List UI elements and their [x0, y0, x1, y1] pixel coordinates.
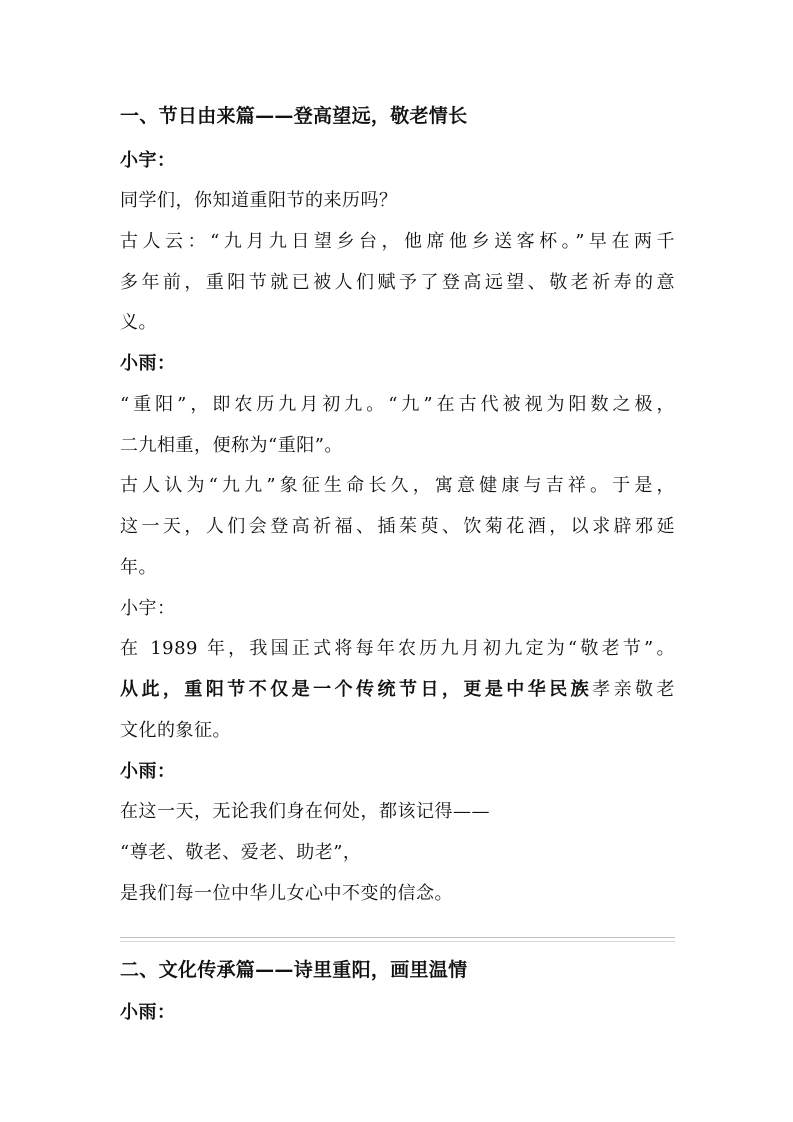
paragraph-line: “尊老、敬老、爱老、助老”， — [120, 842, 362, 863]
section-divider — [120, 937, 675, 942]
speaker-label-xiaoyu: 小宇： — [120, 598, 176, 619]
paragraph-line: 二九相重，便称为“重阳”。 — [120, 435, 343, 456]
speaker-label-xiaoyu-rain: 小雨： — [120, 1002, 176, 1023]
paragraph-line: 在这一天，无论我们身在何处，都该记得—— — [120, 801, 490, 822]
paragraph-line: 古人云：“九月九日望乡台，他席他乡送客杯。”早在两千 — [120, 231, 675, 252]
speaker-label-xiaoyu-rain: 小雨： — [120, 353, 176, 374]
section-2-heading: 二、文化传承篇——诗里重阳，画里温情 — [120, 959, 468, 981]
plain-phrase: 孝亲敬老 — [592, 679, 676, 700]
speaker-label-xiaoyu: 小宇： — [120, 150, 176, 171]
section-1-heading: 一、节日由来篇——登高望远，敬老情长 — [120, 105, 468, 127]
paragraph-line: 同学们，你知道重阳节的来历吗？ — [120, 190, 398, 211]
paragraph-line: 义。 — [120, 312, 157, 333]
paragraph-line: 古人认为“九九”象征生命长久，寓意健康与吉祥。于是， — [120, 475, 675, 496]
paragraph-line: 这一天，人们会登高祈福、插茱萸、饮菊花酒，以求辟邪延 — [120, 516, 675, 537]
paragraph-line: 多年前，重阳节就已被人们赋予了登高远望、敬老祈寿的意 — [120, 272, 675, 293]
bold-phrase: 从此，重阳节不仅是一个传统节日，更是中华民族 — [120, 679, 593, 700]
paragraph-line: 文化的象征。 — [120, 720, 231, 741]
paragraph-line: 年。 — [120, 557, 157, 578]
paragraph-line-mixed — [120, 678, 675, 702]
speaker-label-xiaoyu-rain: 小雨： — [120, 761, 176, 782]
paragraph-line: “重阳”，即农历九月初九。“九”在古代被视为阳数之极， — [120, 394, 675, 415]
paragraph-line: 是我们每一位中华儿女心中不变的信念。 — [120, 883, 453, 904]
paragraph-line: 在 1989 年，我国正式将每年农历九月初九定为“敬老节”。 — [120, 638, 675, 659]
